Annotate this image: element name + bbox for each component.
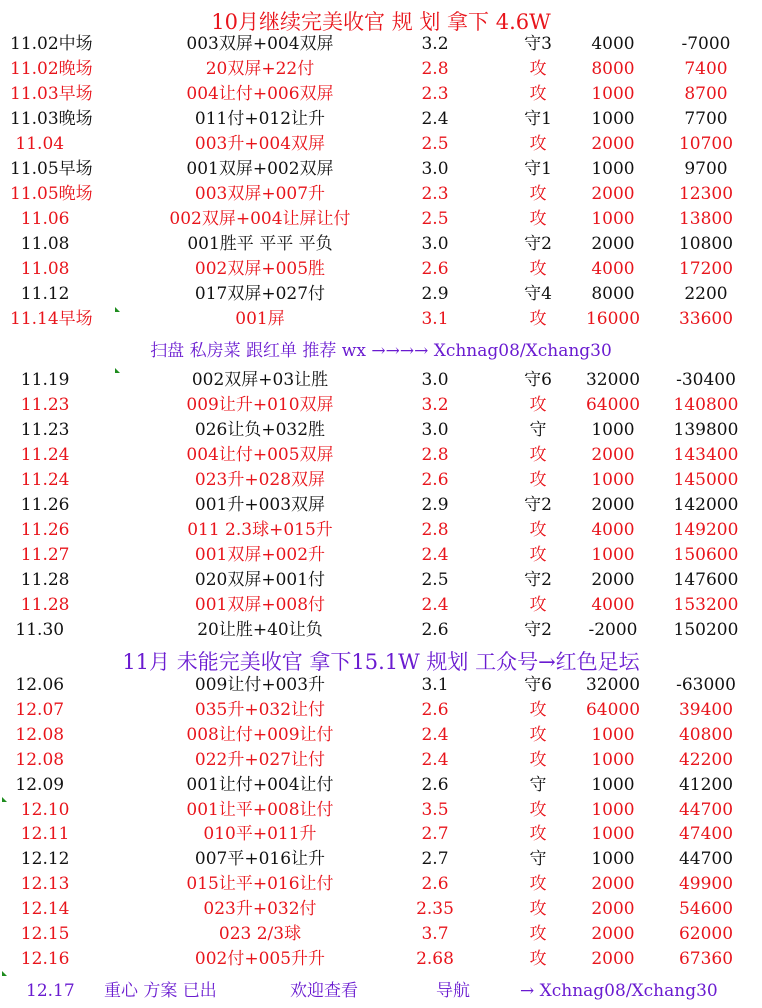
- table-row: [0, 947, 762, 972]
- row-stake: 2000: [591, 948, 635, 969]
- footer-line: [0, 978, 762, 1004]
- row-odds: 2.4: [421, 749, 449, 770]
- table-row: [0, 723, 762, 748]
- row-odds: 2.6: [421, 620, 449, 640]
- table-row: [0, 798, 762, 823]
- row-date: 11.28: [10, 570, 70, 590]
- row-tag: 攻: [529, 874, 547, 895]
- footer-text-welcome: 欢迎查看: [290, 981, 358, 1001]
- table-row: [0, 568, 762, 593]
- row-total: 150200: [673, 620, 739, 640]
- table-row: [0, 773, 762, 798]
- row-stake: 4000: [591, 259, 635, 279]
- row-odds: 2.6: [421, 470, 449, 490]
- row-date: 11.27: [10, 545, 70, 565]
- row-tag: 攻: [529, 545, 547, 565]
- row-date: 11.08: [10, 234, 70, 254]
- row-stake: 2000: [591, 445, 635, 465]
- footer-date: 12.17: [26, 981, 75, 1001]
- table-row: [0, 618, 762, 643]
- row-tag: 守6: [524, 370, 552, 390]
- row-total: 39400: [678, 699, 734, 720]
- green-tick-marker: [2, 971, 7, 976]
- table-row: [0, 182, 762, 207]
- row-total: 12300: [678, 184, 734, 204]
- table-row: [0, 232, 762, 257]
- row-total: 140800: [673, 395, 739, 415]
- table-row: [0, 673, 762, 698]
- row-date: 12.09: [10, 774, 65, 795]
- row-total: 62000: [678, 924, 734, 944]
- row-tag: 攻: [529, 595, 547, 615]
- table-row: [0, 107, 762, 132]
- row-tag: 守2: [524, 495, 552, 515]
- row-stake: 32000: [585, 675, 641, 695]
- table-row: [0, 443, 762, 468]
- row-total: 143400: [673, 445, 739, 465]
- row-match: 009让升+010双屏: [186, 395, 334, 415]
- row-stake: 64000: [585, 699, 641, 720]
- row-total: 41200: [678, 774, 734, 795]
- row-tag: 攻: [529, 309, 547, 329]
- row-tag: 守6: [524, 675, 552, 695]
- row-match: 002双屏+004让屏让付: [169, 209, 351, 229]
- row-stake: 4000: [591, 520, 635, 540]
- row-total: 44700: [678, 799, 734, 820]
- row-date: 11.26: [10, 495, 70, 515]
- row-match: 003双屏+007升: [194, 184, 326, 204]
- row-total: -7000: [681, 34, 731, 54]
- row-match: 015让平+016让付: [186, 874, 334, 895]
- table-row: [0, 922, 762, 947]
- row-date: 11.24: [10, 445, 70, 465]
- footer-text-plan: 重心 方案 已出: [104, 981, 217, 1001]
- row-tag: 攻: [529, 724, 547, 745]
- row-date: 11.19: [10, 370, 70, 390]
- row-tag: 攻: [529, 134, 547, 154]
- row-stake: 1000: [591, 420, 635, 440]
- row-tag: 守3: [524, 34, 552, 54]
- row-odds: 3.0: [421, 159, 449, 179]
- row-stake: 2000: [591, 134, 635, 154]
- row-date: 12.12: [10, 849, 70, 870]
- row-stake: 2000: [591, 924, 635, 944]
- row-match: 007平+016让升: [194, 849, 326, 870]
- green-tick-marker: [2, 797, 7, 802]
- row-match: 011 2.3球+015升: [187, 520, 333, 540]
- row-tag: 攻: [529, 824, 547, 845]
- row-tag: 攻: [529, 520, 547, 540]
- table-row: [0, 518, 762, 543]
- row-date: 11.03早场: [10, 84, 93, 104]
- footer-text-wx: → Xchnag08/Xchang30: [520, 981, 718, 1001]
- row-total: 7700: [684, 109, 728, 129]
- table-row: [0, 468, 762, 493]
- row-total: 142000: [673, 495, 739, 515]
- row-stake: 1000: [591, 749, 635, 770]
- row-match: 001升+003双屏: [194, 495, 326, 515]
- row-odds: 2.3: [421, 184, 449, 204]
- row-odds: 2.4: [421, 545, 449, 565]
- row-stake: 1000: [591, 824, 635, 845]
- row-odds: 2.7: [421, 824, 449, 845]
- row-tag: 守1: [524, 109, 552, 129]
- row-total: 10700: [678, 134, 734, 154]
- row-odds: 3.1: [421, 309, 449, 329]
- table-row: [0, 282, 762, 307]
- row-stake: 32000: [585, 370, 641, 390]
- row-stake: 1000: [591, 545, 635, 565]
- row-odds: 2.8: [421, 520, 449, 540]
- row-odds: 2.8: [421, 59, 449, 79]
- row-total: -30400: [676, 370, 736, 390]
- row-stake: 8000: [591, 59, 635, 79]
- row-date: 12.06: [10, 675, 65, 695]
- row-total: 10800: [678, 234, 734, 254]
- table-row: [0, 698, 762, 723]
- table-row: [0, 82, 762, 107]
- row-tag: 守2: [524, 234, 552, 254]
- table-row: [0, 57, 762, 82]
- row-total: 49900: [678, 874, 734, 895]
- row-match: 20让胜+40让负: [197, 620, 323, 640]
- table-row: [0, 32, 762, 57]
- table-row: [0, 207, 762, 232]
- row-match: 001让付+004让付: [186, 774, 334, 795]
- row-stake: 1000: [591, 774, 635, 795]
- table-row: [0, 748, 762, 773]
- row-tag: 攻: [529, 259, 547, 279]
- row-total: 149200: [673, 520, 739, 540]
- row-match: 20双屏+22付: [205, 59, 315, 79]
- row-stake: 64000: [585, 395, 641, 415]
- row-stake: 1000: [591, 799, 635, 820]
- row-match: 023升+032付: [203, 899, 317, 920]
- row-date: 12.08: [10, 724, 65, 745]
- row-stake: 2000: [591, 184, 635, 204]
- table-row: [0, 543, 762, 568]
- row-odds: 2.5: [421, 209, 449, 229]
- row-match: 020双屏+001付: [194, 570, 326, 590]
- row-match: 003双屏+004双屏: [186, 34, 334, 54]
- row-odds: 2.4: [421, 724, 449, 745]
- row-stake: 1000: [591, 724, 635, 745]
- row-date: 12.14: [10, 899, 70, 920]
- row-tag: 守: [529, 774, 547, 795]
- row-odds: 2.4: [421, 109, 449, 129]
- row-tag: 守1: [524, 159, 552, 179]
- row-odds: 2.5: [421, 570, 449, 590]
- row-stake: 1000: [591, 470, 635, 490]
- row-odds: 2.6: [421, 874, 449, 895]
- row-date: 11.08: [10, 259, 70, 279]
- row-match: 002付+005升升: [194, 948, 326, 969]
- table-row: [0, 257, 762, 282]
- row-match: 009让付+003升: [194, 675, 326, 695]
- table-row: [0, 822, 762, 847]
- row-odds: 2.8: [421, 445, 449, 465]
- table-row: [0, 897, 762, 922]
- row-total: 47400: [678, 824, 734, 845]
- row-odds: 2.4: [421, 595, 449, 615]
- row-stake: 2000: [591, 570, 635, 590]
- row-match: 001胜平 平平 平负: [187, 234, 333, 254]
- row-tag: 守4: [524, 284, 552, 304]
- row-tag: 守: [529, 420, 547, 440]
- row-date: 12.15: [10, 924, 70, 944]
- row-tag: 攻: [529, 799, 547, 820]
- row-total: -63000: [676, 675, 736, 695]
- row-match: 010平+011升: [203, 824, 317, 845]
- row-odds: 3.2: [421, 395, 449, 415]
- row-date: 11.23: [10, 420, 70, 440]
- row-total: 147600: [673, 570, 739, 590]
- row-odds: 2.9: [421, 495, 449, 515]
- row-match: 001屏: [235, 309, 285, 329]
- row-date: 11.30: [10, 620, 65, 640]
- row-match: 001双屏+002双屏: [186, 159, 334, 179]
- row-tag: 攻: [529, 749, 547, 770]
- row-stake: 4000: [591, 595, 635, 615]
- row-stake: 1000: [591, 159, 635, 179]
- row-match: 003升+004双屏: [194, 134, 326, 154]
- row-match: 023 2/3球: [218, 924, 302, 944]
- row-stake: 8000: [591, 284, 635, 304]
- row-tag: 攻: [529, 948, 547, 969]
- row-odds: 2.9: [421, 284, 449, 304]
- row-match: 004让付+005双屏: [186, 445, 334, 465]
- row-date: 12.11: [10, 824, 70, 845]
- row-odds: 2.68: [416, 948, 454, 969]
- row-stake: 1000: [591, 84, 635, 104]
- row-stake: 2000: [591, 874, 635, 895]
- row-odds: 2.7: [421, 849, 449, 870]
- row-date: 11.02中场: [10, 34, 93, 54]
- row-odds: 3.2: [421, 34, 449, 54]
- row-date: 11.26: [10, 520, 70, 540]
- row-date: 11.23: [10, 395, 70, 415]
- row-tag: 攻: [529, 445, 547, 465]
- row-date: 11.05早场: [10, 159, 93, 179]
- row-date: 11.06: [10, 209, 70, 229]
- footer-text-nav: 导航: [436, 981, 470, 1001]
- row-stake: 4000: [591, 34, 635, 54]
- row-tag: 攻: [529, 924, 547, 944]
- green-tick-marker: [115, 307, 120, 312]
- row-total: 153200: [673, 595, 739, 615]
- row-total: 8700: [684, 84, 728, 104]
- table-row: [0, 418, 762, 443]
- row-date: 12.16: [10, 948, 70, 969]
- row-total: 2200: [684, 284, 728, 304]
- row-tag: 守2: [524, 570, 552, 590]
- row-date: 12.08: [10, 749, 65, 770]
- table-row: [0, 132, 762, 157]
- row-date: 11.28: [10, 595, 70, 615]
- row-stake: 1000: [591, 849, 635, 870]
- row-date: 11.02晚场: [10, 59, 93, 79]
- row-tag: 攻: [529, 395, 547, 415]
- row-odds: 3.0: [421, 234, 449, 254]
- row-match: 022升+027让付: [194, 749, 326, 770]
- row-match: 004让付+006双屏: [186, 84, 334, 104]
- row-tag: 攻: [529, 899, 547, 920]
- row-odds: 2.6: [421, 699, 449, 720]
- row-date: 11.12: [10, 284, 70, 304]
- row-tag: 攻: [529, 699, 547, 720]
- row-date: 11.05晚场: [10, 184, 93, 204]
- row-match: 001双屏+002升: [194, 545, 326, 565]
- table-row: [0, 872, 762, 897]
- row-total: 33600: [678, 309, 734, 329]
- table-row: [0, 157, 762, 182]
- row-total: 9700: [684, 159, 728, 179]
- row-tag: 攻: [529, 470, 547, 490]
- row-total: 44700: [678, 849, 734, 870]
- row-match: 001让平+008让付: [186, 799, 334, 820]
- table-row: [0, 493, 762, 518]
- row-stake: 2000: [591, 234, 635, 254]
- row-date: 11.04: [10, 134, 65, 154]
- title-october: 10月继续完美收官 规 划 拿下 4.6W: [211, 10, 551, 34]
- row-total: 54600: [678, 899, 734, 920]
- row-odds: 2.35: [416, 899, 454, 920]
- row-match: 001双屏+008付: [194, 595, 326, 615]
- row-total: 42200: [678, 749, 734, 770]
- row-stake: -2000: [588, 620, 638, 640]
- row-total: 139800: [673, 420, 739, 440]
- row-odds: 3.0: [421, 420, 449, 440]
- row-odds: 2.3: [421, 84, 449, 104]
- row-total: 150600: [673, 545, 739, 565]
- row-date: 11.24: [10, 470, 70, 490]
- title-november: 11月 未能完美收官 拿下15.1W 规划 工众号→红色足坛: [122, 650, 640, 674]
- row-match: 002双屏+005胜: [194, 259, 326, 279]
- row-stake: 16000: [585, 309, 641, 329]
- row-match: 035升+032让付: [194, 699, 326, 720]
- row-match: 008让付+009让付: [186, 724, 334, 745]
- row-date: 12.07: [10, 699, 65, 720]
- row-odds: 3.1: [421, 675, 449, 695]
- row-total: 145000: [673, 470, 739, 490]
- row-total: 40800: [678, 724, 734, 745]
- row-tag: 守2: [524, 620, 552, 640]
- row-odds: 3.7: [421, 924, 449, 944]
- table-row: [0, 593, 762, 618]
- row-odds: 2.5: [421, 134, 449, 154]
- row-match: 026让负+032胜: [194, 420, 326, 440]
- row-date: 12.13: [10, 874, 70, 895]
- row-total: 67360: [678, 948, 734, 969]
- row-date: 11.14早场: [10, 309, 93, 329]
- row-stake: 1000: [591, 109, 635, 129]
- row-match: 002双屏+03让胜: [191, 370, 329, 390]
- row-date: 12.10: [10, 799, 70, 820]
- green-tick-marker: [115, 368, 120, 373]
- row-tag: 攻: [529, 184, 547, 204]
- row-match: 023升+028双屏: [194, 470, 326, 490]
- row-odds: 3.5: [421, 799, 449, 820]
- row-odds: 2.6: [421, 774, 449, 795]
- row-total: 17200: [678, 259, 734, 279]
- row-odds: 2.6: [421, 259, 449, 279]
- row-total: 13800: [678, 209, 734, 229]
- promo-line: 扫盘 私房菜 跟红单 推荐 wx →→→→ Xchnag08/Xchang30: [150, 341, 612, 361]
- table-row: [0, 393, 762, 418]
- row-stake: 2000: [591, 495, 635, 515]
- row-tag: 攻: [529, 209, 547, 229]
- row-match: 011付+012让升: [194, 109, 326, 129]
- row-stake: 2000: [591, 899, 635, 920]
- row-tag: 守: [529, 849, 547, 870]
- row-total: 7400: [684, 59, 728, 79]
- row-odds: 3.0: [421, 370, 449, 390]
- row-tag: 攻: [529, 84, 547, 104]
- table-row: [0, 847, 762, 872]
- row-date: 11.03晚场: [10, 109, 93, 129]
- row-tag: 攻: [529, 59, 547, 79]
- row-match: 017双屏+027付: [194, 284, 326, 304]
- row-stake: 1000: [591, 209, 635, 229]
